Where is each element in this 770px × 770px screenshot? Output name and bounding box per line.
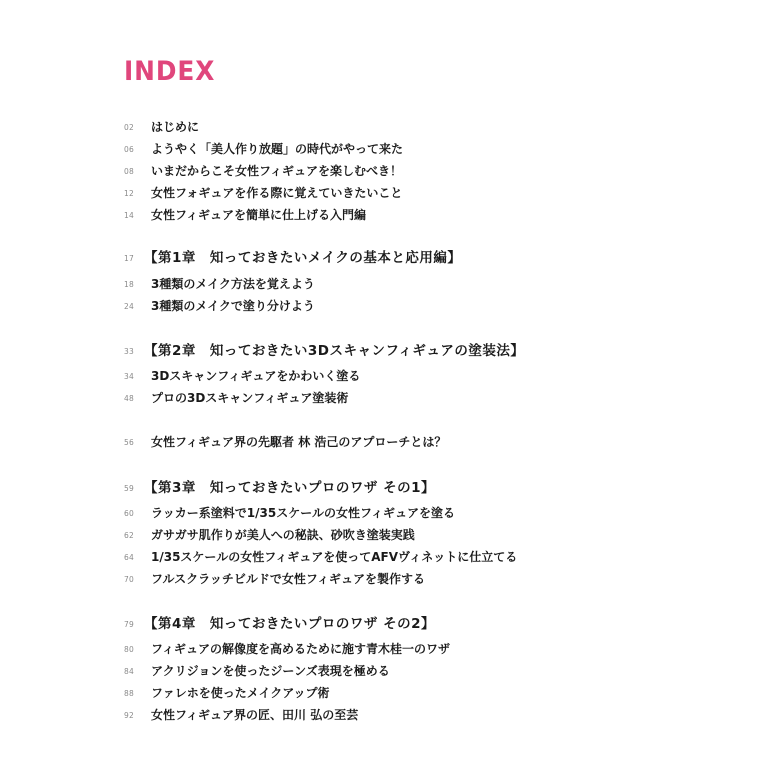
page-title: INDEX [124,56,216,87]
entry-label: はじめに [151,120,200,134]
toc-entry [0,706,770,726]
page-number: 62 [124,531,134,540]
page-number: 06 [124,145,134,154]
page-number: 56 [124,438,134,447]
entry-label: 3Dスキャンフィギュアをかわいく塗る [151,369,361,383]
entry-label: いまだからこそ女性フィギュアを楽しむべき！ [151,164,403,178]
chapter-heading [0,248,770,268]
entry-label: フルスクラッチビルドで女性フィギュアを製作する [151,572,425,586]
toc-entry [0,297,770,317]
page-number: 84 [124,667,134,676]
entry-label: 女性フィギュア界の匠、田川 弘の至芸 [151,708,359,722]
toc-entry [0,548,770,568]
entry-label: プロの3Dスキャンフィギュア塗装術 [151,391,349,405]
toc-entry [0,275,770,295]
page-number: 24 [124,302,134,311]
page-number: 12 [124,189,134,198]
toc-entry [0,504,770,524]
entry-label: 女性フォギュアを作る際に覚えていきたいこと [151,186,403,200]
entry-label: 女性フィギュアを簡単に仕上げる入門編 [151,208,367,222]
toc-entry [0,684,770,704]
entry-label: 3種類のメイク方法を覚えよう [151,277,315,291]
entry-label: 1/35スケールの女性フィギュアを使ってAFVヴィネットに仕立てる [151,550,518,564]
page-number: 64 [124,553,134,562]
toc-entry [0,184,770,204]
page-number: 14 [124,211,134,220]
toc-entry [0,118,770,138]
page-number: 60 [124,509,134,518]
page-number: 17 [124,254,134,263]
toc-entry [0,570,770,590]
page-number: 48 [124,394,134,403]
entry-label: ファレホを使ったメイクアップ術 [151,686,330,700]
page-number: 79 [124,620,134,629]
chapter-heading [0,478,770,498]
toc-entry [0,140,770,160]
page-number: 18 [124,280,134,289]
chapter-heading [0,341,770,361]
toc-entry [0,389,770,409]
chapter-heading [0,614,770,634]
chapter-label: 【第2章 知っておきたい3Dスキャンフィギュアの塗装法】 [144,343,525,359]
toc-entry [0,662,770,682]
entry-label: 女性フィギュア界の先駆者 林 浩己のアプローチとは？ [151,435,447,449]
toc-entry [0,367,770,387]
page-number: 92 [124,711,134,720]
page-number: 59 [124,484,134,493]
toc-entry [0,162,770,182]
page-number: 34 [124,372,134,381]
toc-entry [0,640,770,660]
entry-label: 3種類のメイクで塗り分けよう [151,299,315,313]
chapter-label: 【第4章 知っておきたいプロのワザ その2】 [144,616,435,632]
page-number: 80 [124,645,134,654]
page-number: 33 [124,347,134,356]
toc-entry [0,206,770,226]
page-number: 08 [124,167,134,176]
entry-label: アクリジョンを使ったジーンズ表現を極める [151,664,390,678]
page-number: 88 [124,689,134,698]
page-number: 02 [124,123,134,132]
entry-label: ラッカー系塗料で1/35スケールの女性フィギュアを塗る [151,506,455,520]
toc-entry [0,433,770,453]
chapter-label: 【第1章 知っておきたいメイクの基本と応用編】 [144,250,462,266]
entry-label: ガサガサ肌作りが美人への秘訣、砂吹き塗装実践 [151,528,415,542]
entry-label: フィギュアの解像度を高めるために施す青木桂一のワザ [151,642,451,656]
page-number: 70 [124,575,134,584]
toc-entry [0,526,770,546]
chapter-label: 【第3章 知っておきたいプロのワザ その1】 [144,480,435,496]
entry-label: ようやく「美人作り放題」の時代がやって来た [151,142,404,156]
